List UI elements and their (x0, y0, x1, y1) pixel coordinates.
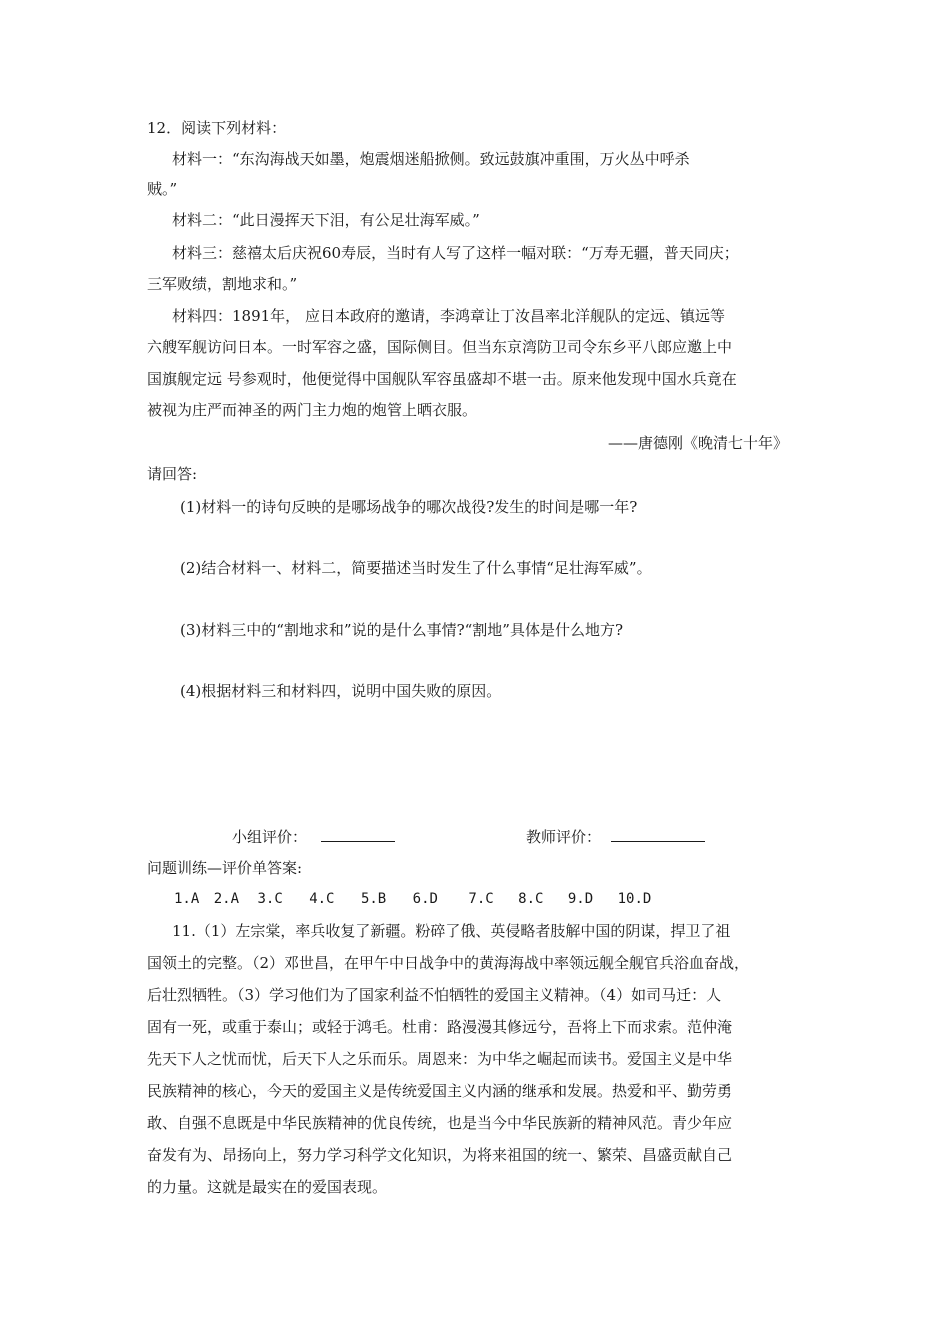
sub-question-3: (3)材料三中的“割地求和”说的是什么事情?“割地”具体是什么地方? (180, 621, 624, 639)
answer-key-title: 问题训练—评价单答案: (147, 859, 303, 877)
material-3-line-1: 材料三：慈禧太后庆祝60寿辰，当时有人写了这样一幅对联：“万寿无疆，普天同庆； (172, 244, 739, 262)
material-source: ——唐德刚《晚清七十年》 (608, 434, 789, 452)
sub-question-4: (4)根据材料三和材料四，说明中国失败的原因。 (180, 682, 502, 700)
group-evaluation-blank[interactable] (321, 826, 395, 842)
sub-question-1: (1)材料一的诗句反映的是哪场战争的哪次战役?发生的时间是哪一年? (180, 498, 638, 516)
answer-11-line: 先天下人之忧而忧，后天下人之乐而乐。周恩来：为中华之崛起而读书。爱国主义是中华 (147, 1050, 733, 1068)
choice-answers (174, 889, 651, 909)
group-evaluation-label: 小组评价： (232, 828, 308, 846)
teacher-evaluation-label: 教师评价： (526, 828, 602, 846)
sub-question-2: (2)结合材料一、材料二，简要描述当时发生了什么事情“足壮海军威”。 (180, 559, 652, 577)
choice-answer: 10.D (617, 891, 652, 907)
answer-11-line: 敢、自强不息既是中华民族精神的优良传统，也是当今中华民族新的精神风范。青少年应 (147, 1114, 733, 1132)
choice-answer: 4.C (309, 891, 335, 907)
group-evaluation (232, 826, 395, 847)
answer-11-line: 11.（1）左宗棠，率兵收复了新疆。粉碎了俄、英侵略者肢解中国的阴谋，捍卫了祖 (172, 922, 731, 940)
answer-11-line: 国领土的完整。（2）邓世昌，在甲午中日战争中的黄海海战中率领远舰全舰官兵浴血奋战， (147, 954, 750, 972)
answer-11-line: 民族精神的核心，今天的爱国主义是传统爱国主义内涵的继承和发展。热爱和平、勤劳勇 (147, 1082, 733, 1100)
answer-prompt: 请回答: (147, 465, 198, 483)
answer-11-line: 的力量。这就是最实在的爱国表现。 (147, 1178, 388, 1196)
choice-answer: 5.B (360, 891, 387, 907)
choice-answer: 9.D (567, 891, 594, 907)
question-heading: 12．阅读下列材料： (147, 119, 287, 137)
choice-answer: 8.C (518, 891, 544, 907)
material-3-line-2: 三军败绩，割地求和。” (147, 275, 298, 293)
material-1-line-2: 贼。” (147, 180, 178, 198)
material-4-line-4: 被视为庄严而神圣的两门主力炮的炮管上晒衣服。 (147, 401, 478, 419)
material-1-line-1: 材料一：“东沟海战天如墨，炮震烟迷船掀侧。致远鼓旗冲重围，万火丛中呼杀 (172, 150, 690, 168)
material-4-line-3: 国旗舰定远 号参观时，他便觉得中国舰队军容虽盛却不堪一击。原来他发现中国水兵竟在 (147, 370, 737, 388)
material-4-line-1: 材料四：1891年， 应日本政府的邀请，李鸿章让丁汝昌率北洋舰队的定远、镇远等 (172, 307, 725, 325)
choice-answer: 1.A (174, 891, 200, 907)
material-4-line-2: 六艘军舰访问日本。一时军容之盛，国际侧目。但当东京湾防卫司令东乡平八郎应邀上中 (147, 338, 733, 356)
answer-11-line: 后壮烈牺牲。（3）学习他们为了国家利益不怕牺牲的爱国主义精神。（4）如司马迁：人 (147, 986, 722, 1004)
teacher-evaluation (526, 826, 705, 847)
choice-answer: 2.A (213, 891, 240, 907)
choice-answer: 7.C (468, 891, 494, 907)
teacher-evaluation-blank[interactable] (611, 826, 705, 842)
material-2: 材料二：“此日漫挥天下泪，有公足壮海军威。” (172, 211, 480, 229)
answer-11-line: 固有一死，或重于泰山；或轻于鸿毛。杜甫：路漫漫其修远兮，吾将上下而求索。范仲淹 (147, 1018, 733, 1036)
choice-answer: 6.D (412, 891, 438, 907)
choice-answer: 3.C (257, 891, 283, 907)
answer-11-line: 奋发有为、昂扬向上，努力学习科学文化知识，为将来祖国的统一、繁荣、昌盛贡献自己 (147, 1146, 733, 1164)
